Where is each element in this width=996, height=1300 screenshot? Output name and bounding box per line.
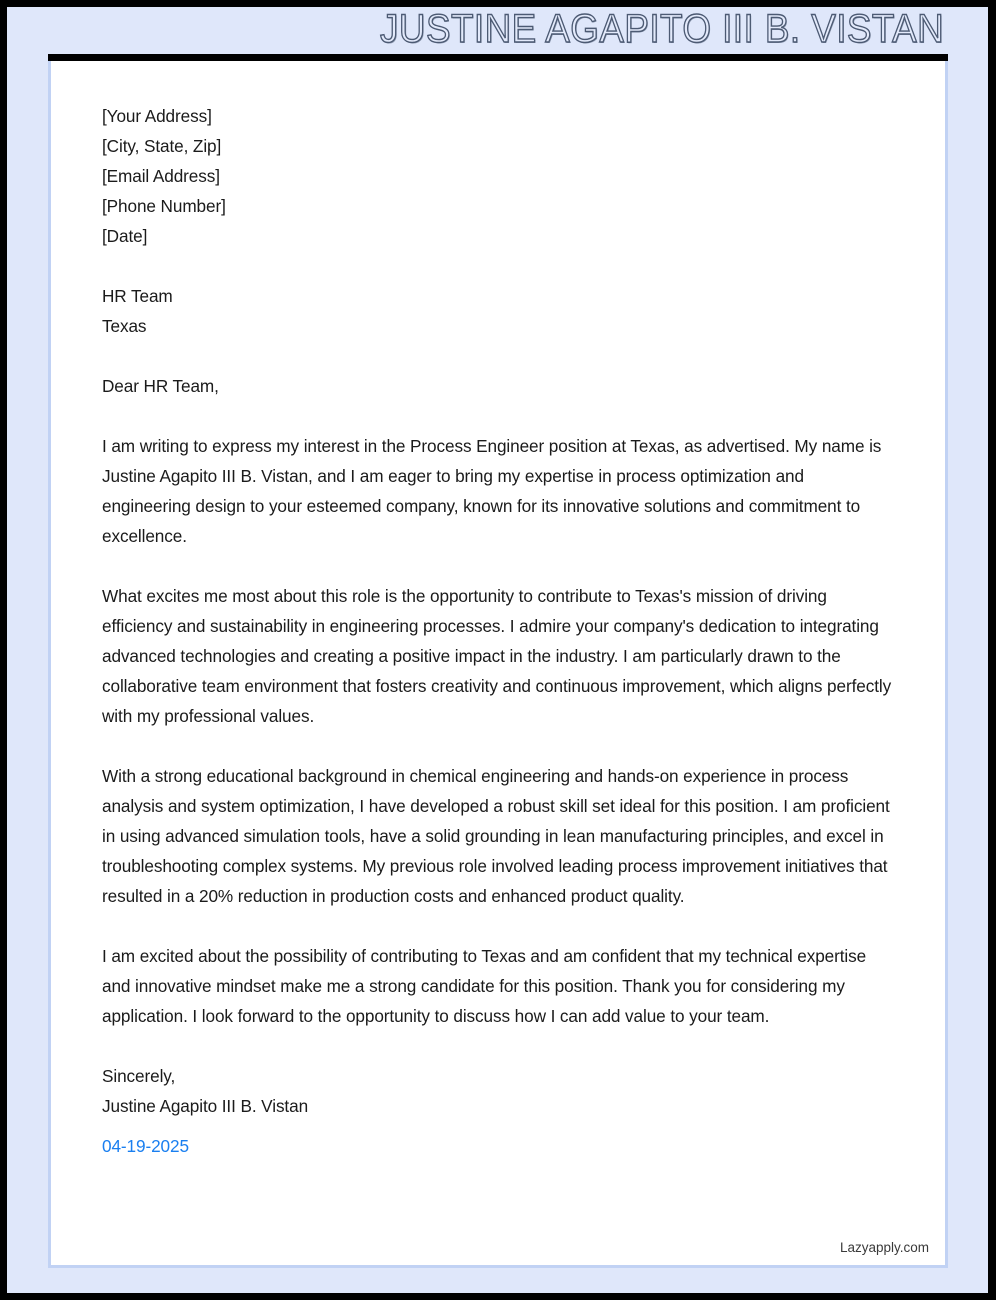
spacer-after-paragraph-1 (102, 551, 897, 581)
letter-date[interactable]: 04-19-2025 (102, 1136, 189, 1156)
salutation: Dear HR Team, (102, 376, 219, 396)
spacer-after-paragraph-2 (102, 731, 897, 761)
recipient-company-line: Texas (102, 316, 147, 336)
header-divider-rule (48, 54, 948, 61)
sender-address-line: [Your Address] (102, 106, 212, 126)
body-paragraph-2: What excites me most about this role is the opportunity to contribute to Texas's mission of driving efficiency and sustainability in engineering processes. I admire your company's dedication to integrating advanced technologies and creating a positive impact in the industry. I am particularly drawn to the collaborative team environment that fosters creativity and continuous improvement, which aligns perfectly with my professional values. (102, 586, 892, 726)
spacer-after-sender (102, 251, 897, 281)
body-paragraph-3: With a strong educational background in chemical engineering and hands-on experience in process analysis and system optimization, I have developed a robust skill set ideal for this position. I am proficient in using advanced simulation tools, have a solid grounding in lean manufacturing principles, and excel in troubleshooting complex systems. My previous role involved leading process improvement initiatives that resulted in a 20% reduction in production costs and enhanced product quality. (102, 766, 890, 906)
lazyapply-watermark: Lazyapply.com (839, 1240, 929, 1255)
spacer-after-recipient (102, 341, 897, 371)
body-paragraph-4: I am excited about the possibility of contributing to Texas and am confident that my technical expertise and innovative mindset make me a strong candidate for this position. Thank you for considering my application. I look forward to the opportunity to discuss how I can add value to your team. (102, 946, 867, 1026)
sender-email-line: [Email Address] (102, 166, 220, 186)
page-title: JUSTINE AGAPITO III B. VISTAN (379, 7, 944, 51)
sender-city-line: [City, State, Zip] (102, 136, 222, 156)
signature-block (102, 1061, 897, 1161)
recipient-team-line: HR Team (102, 286, 173, 306)
signature-name: Justine Agapito III B. Vistan (102, 1096, 309, 1116)
document-header (7, 7, 988, 55)
spacer-after-paragraph-4 (102, 1031, 897, 1061)
cover-letter-card (48, 61, 948, 1268)
recipient-address-block (102, 281, 897, 341)
cover-letter-body (102, 101, 897, 1161)
sender-phone-line: [Phone Number] (102, 196, 226, 216)
sender-date-line: [Date] (102, 226, 148, 246)
sender-address-block (102, 101, 897, 251)
body-paragraph-1: I am writing to express my interest in the Process Engineer position at Texas, as advertised. My name is Justine Agapito III B. Vistan, and I am eager to bring my expertise in process optimization and engineering design to your esteemed company, known for its innovative solutions and commitment to excellence. (102, 436, 882, 546)
spacer-after-salutation (102, 401, 897, 431)
closing-salutation: Sincerely, (102, 1066, 176, 1086)
spacer-after-paragraph-3 (102, 911, 897, 941)
